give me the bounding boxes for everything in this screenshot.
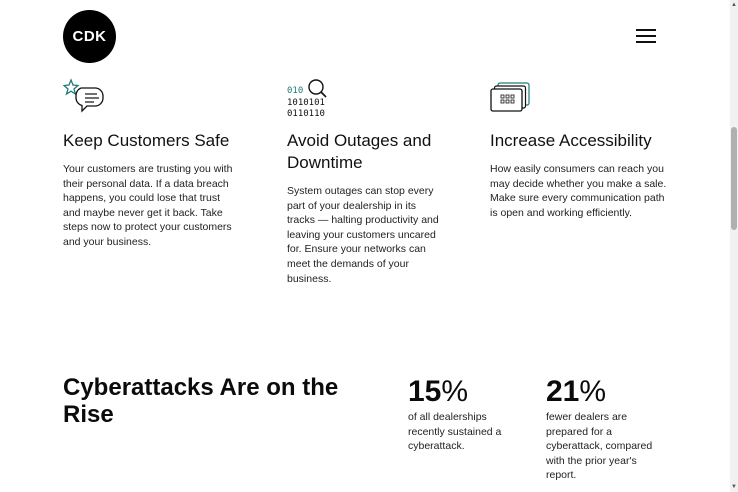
scrollbar-thumb[interactable] (731, 127, 737, 230)
feature-body: System outages can stop every part of your dealership in its tracks — halting productivity and leaving your customers uncared for. Ensure your networks can meet the demands of your business. (287, 185, 439, 285)
stat-number-value: 15 (408, 375, 442, 408)
binary-digits-2: 1010101 (287, 98, 325, 108)
stat-number (408, 375, 523, 409)
section-title-cyberattacks: Cyberattacks Are on the Rise (63, 374, 339, 428)
star-chat-icon (63, 78, 238, 118)
feature-body: Your customers are trusting you with their personal data. If a data breach happens, you could lose that trust and maybe never get it back. Take steps now to protect your customers and your business. (63, 163, 233, 248)
stat-description: fewer dealers are prepared for a cyberattack, compared with the prior year's report. (546, 411, 653, 482)
feature-increase-accessibility (490, 78, 670, 220)
hamburger-menu-icon[interactable] (636, 29, 656, 45)
feature-body: How easily consumers can reach you may decide whether you make a sale. Make sure every communication path is open and working efficiently. (490, 163, 667, 219)
feature-keep-customers-safe (63, 78, 238, 250)
binary-digits-3: 0110110 (287, 109, 325, 118)
stat-number-unit: % (579, 375, 607, 408)
feature-title: Avoid Outages and Downtime (287, 131, 432, 172)
scrollbar[interactable] (730, 0, 738, 492)
feature-title: Increase Accessibility (490, 131, 652, 150)
stat-number-unit: % (441, 375, 469, 408)
stat-description: of all dealerships recently sustained a cyberattack. (408, 411, 502, 453)
stat-dealerships-attacked (408, 375, 523, 454)
binary-search-icon (287, 78, 445, 118)
stat-number (546, 375, 661, 409)
cdk-logo[interactable]: CDK (63, 10, 116, 63)
stat-number-value: 21 (546, 375, 580, 408)
stat-fewer-dealers-prepared (546, 375, 661, 483)
binary-digits-1: 010 (287, 86, 304, 96)
feature-avoid-outages (287, 78, 445, 286)
scroll-up-arrow-icon[interactable]: ▲ (731, 2, 737, 8)
feature-title: Keep Customers Safe (63, 131, 230, 150)
stacked-cards-icon (490, 78, 670, 118)
scroll-down-arrow-icon[interactable]: ▼ (731, 484, 737, 490)
